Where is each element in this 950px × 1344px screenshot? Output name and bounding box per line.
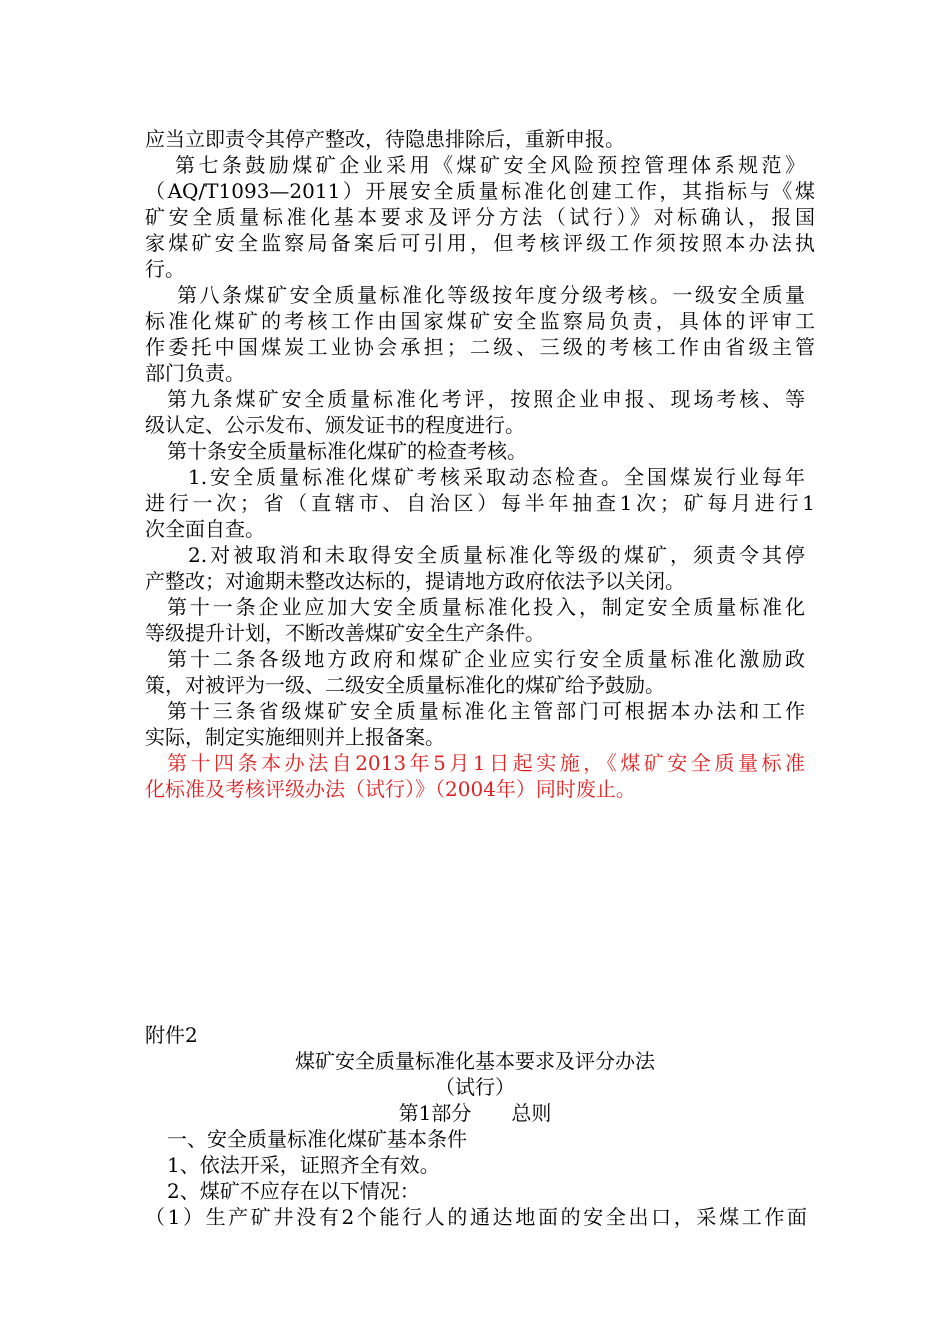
paragraph-line: 一、安全质量标准化煤矿基本条件 — [167, 1127, 467, 1151]
highlighted-paragraph-line: 化标准及考核评级办法（试行）》（2004年）同时废止。 — [145, 777, 636, 801]
paragraph-line: 应当立即责令其停产整改，待隐患排除后，重新申报。 — [145, 127, 625, 151]
paragraph-line: 行。 — [145, 257, 185, 281]
paragraph-line: 第十一条企业应加大安全质量标准化投入，制定安全质量标准化 — [167, 595, 805, 619]
paragraph-line: 2.对被取消和未取得安全质量标准化等级的煤矿，须责令其停 — [188, 543, 805, 567]
paragraph-line: 次全面自查。 — [145, 517, 265, 541]
paragraph-line: 标准化煤矿的考核工作由国家煤矿安全监察局负责，具体的评审工 — [145, 309, 815, 333]
paragraph-line: （AQ/T1093—2011）开展安全质量标准化创建工作，其指标与《煤 — [145, 179, 815, 203]
paragraph-line: 级认定、公示发布、颁发证书的程度进行。 — [145, 413, 525, 437]
attachment-label: 附件2 — [145, 1023, 198, 1047]
paragraph-line: 第八条煤矿安全质量标准化等级按年度分级考核。一级安全质量 — [177, 283, 805, 307]
paragraph-line: 第九条煤矿安全质量标准化考评，按照企业申报、现场考核、等 — [167, 387, 805, 411]
paragraph-line: 第七条鼓励煤矿企业采用《煤矿安全风险预控管理体系规范》 — [175, 153, 805, 177]
paragraph-line: 1、依法开采，证照齐全有效。 — [167, 1153, 440, 1177]
paragraph-line: 进行一次；省（直辖市、自治区）每半年抽查1次；矿每月进行1 — [145, 491, 815, 515]
paragraph-line: 1.安全质量标准化煤矿考核采取动态检查。全国煤炭行业每年 — [188, 465, 805, 489]
paragraph-line: 矿安全质量标准化基本要求及评分方法（试行）》对标确认，报国 — [145, 205, 815, 229]
attachment-subtitle: （试行） — [435, 1075, 515, 1099]
highlighted-paragraph-line: 第十四条本办法自2013年5月1日起实施，《煤矿安全质量标准 — [167, 751, 805, 775]
paragraph-line: 作委托中国煤炭工业协会承担；二级、三级的考核工作由省级主管 — [145, 335, 815, 359]
paragraph-line: 2、煤矿不应存在以下情况： — [167, 1179, 420, 1203]
paragraph-line: 策，对被评为一级、二级安全质量标准化的煤矿给予鼓励。 — [145, 673, 665, 697]
part-heading: 第1部分 总则 — [398, 1101, 552, 1125]
paragraph-line: 部门负责。 — [145, 361, 245, 385]
paragraph-line: 家煤矿安全监察局备案后可引用，但考核评级工作须按照本办法执 — [145, 231, 815, 255]
paragraph-line: （1）生产矿井没有2个能行人的通达地面的安全出口，采煤工作面 — [145, 1205, 807, 1229]
paragraph-line: 实际，制定实施细则并上报备案。 — [145, 725, 445, 749]
attachment-title: 煤矿安全质量标准化基本要求及评分办法 — [295, 1049, 655, 1073]
paragraph-line: 第十二条各级地方政府和煤矿企业应实行安全质量标准化激励政 — [167, 647, 805, 671]
paragraph-line: 等级提升计划，不断改善煤矿安全生产条件。 — [145, 621, 545, 645]
paragraph-line: 产整改；对逾期未整改达标的，提请地方政府依法予以关闭。 — [145, 569, 685, 593]
paragraph-line: 第十条安全质量标准化煤矿的检查考核。 — [167, 439, 527, 463]
paragraph-line: 第十三条省级煤矿安全质量标准化主管部门可根据本办法和工作 — [167, 699, 805, 723]
